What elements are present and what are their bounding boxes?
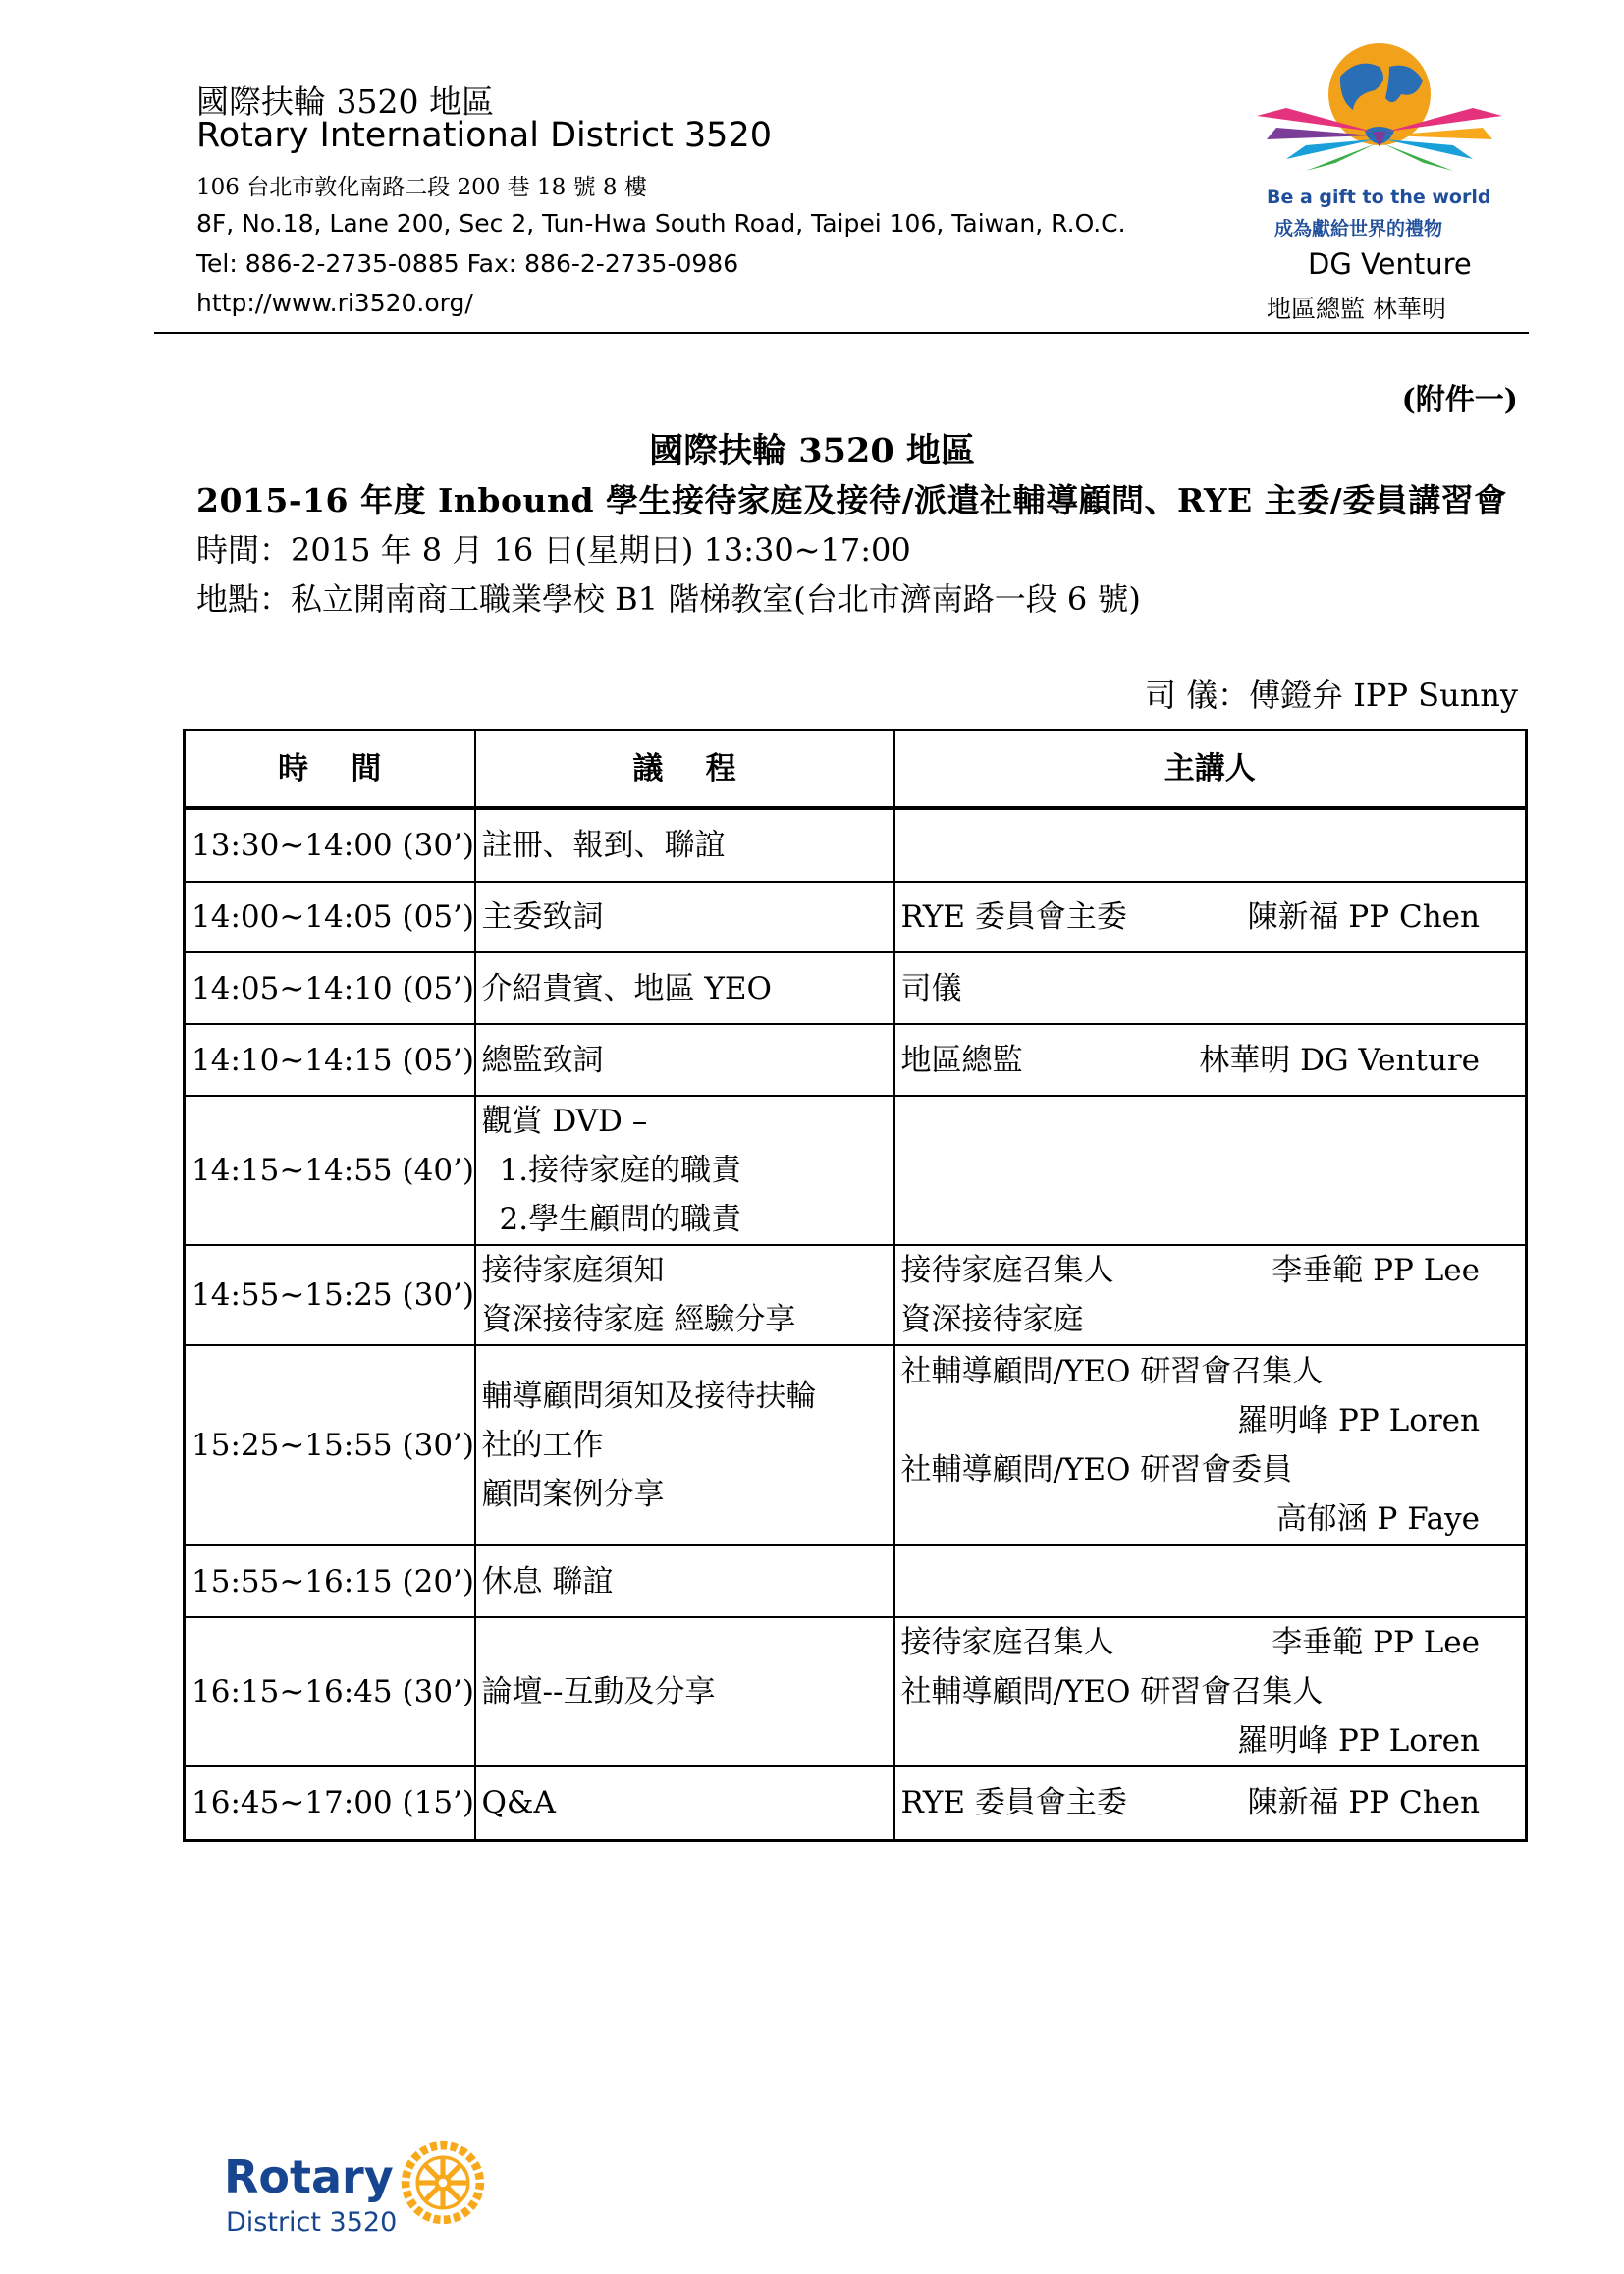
speaker-role: 社輔導顧問/YEO 研習會召集人 bbox=[900, 1674, 1324, 1709]
rotary-wordmark: Rotary bbox=[224, 2150, 394, 2203]
speaker-name: 林華明 DG Venture bbox=[1199, 1042, 1480, 1078]
agenda-cell bbox=[475, 1345, 894, 1545]
column-header-agenda: 議 程 bbox=[475, 731, 894, 809]
speaker-role: RYE 委員會主委 bbox=[900, 1785, 1127, 1821]
agenda-body bbox=[185, 808, 1527, 1840]
table-row bbox=[185, 808, 1527, 882]
agenda-line: 主委致詞 bbox=[481, 899, 604, 935]
speaker-cell bbox=[894, 1096, 1527, 1245]
speaker-line bbox=[901, 1618, 1520, 1667]
time-cell: 13:30~14:00 (30’) bbox=[185, 808, 475, 882]
speaker-name: 羅明峰 PP Loren bbox=[1237, 1723, 1480, 1759]
speaker-name: 陳新福 PP Chen bbox=[1247, 899, 1480, 935]
speaker-line bbox=[901, 1246, 1520, 1295]
table-row bbox=[185, 1617, 1527, 1766]
time-cell: 16:15~16:45 (30’) bbox=[185, 1617, 475, 1766]
rotary-wheel-icon bbox=[401, 2140, 485, 2225]
agenda-table bbox=[183, 729, 1528, 1842]
speaker-name: 李垂範 PP Lee bbox=[1272, 1625, 1480, 1660]
speaker-name: 羅明峰 PP Loren bbox=[1237, 1403, 1480, 1438]
master-of-ceremonies: 司 儀：傅鐙弁 IPP Sunny bbox=[1144, 677, 1518, 714]
org-name-en: Rotary International District 3520 bbox=[196, 116, 772, 155]
tel-fax: Tel: 886-2-2735-0885 Fax: 886-2-2735-0986 bbox=[196, 249, 739, 278]
speaker-role: 社輔導顧問/YEO 研習會委員 bbox=[900, 1452, 1293, 1488]
time-cell: 14:05~14:10 (05’) bbox=[185, 952, 475, 1024]
time-cell: 14:10~14:15 (05’) bbox=[185, 1024, 475, 1096]
speaker-line bbox=[901, 1036, 1520, 1085]
time-cell: 15:25~15:55 (30’) bbox=[185, 1345, 475, 1545]
speaker-name: 李垂範 PP Lee bbox=[1272, 1253, 1480, 1288]
speaker-role: 接待家庭召集人 bbox=[900, 1253, 1114, 1288]
agenda-line: Q&A bbox=[481, 1785, 556, 1821]
document-title: 國際扶輪 3520 地區 bbox=[649, 431, 975, 471]
speaker-cell bbox=[894, 882, 1527, 952]
agenda-line: 介紹貴賓、地區 YEO bbox=[481, 970, 772, 1006]
column-header-speaker: 主講人 bbox=[894, 731, 1527, 809]
speaker-cell bbox=[894, 1545, 1527, 1617]
table-row bbox=[185, 952, 1527, 1024]
agenda-cell bbox=[475, 808, 894, 882]
agenda-cell bbox=[475, 1766, 894, 1840]
org-name-zh: 國際扶輪 3520 地區 bbox=[196, 82, 494, 121]
event-time: 時間：2015 年 8 月 16 日(星期日) 13:30~17:00 bbox=[196, 531, 911, 568]
speaker-cell bbox=[894, 952, 1527, 1024]
table-row bbox=[185, 1024, 1527, 1096]
time-cell: 14:00~14:05 (05’) bbox=[185, 882, 475, 952]
speaker-role: 地區總監 bbox=[900, 1042, 1023, 1078]
speaker-cell bbox=[894, 1245, 1527, 1345]
tagline-zh: 成為獻給世界的禮物 bbox=[1274, 218, 1443, 240]
attachment-label: (附件一) bbox=[1401, 383, 1518, 417]
document-subtitle: 2015-16 年度 Inbound 學生接待家庭及接待/派遣社輔導顧問、RYE 主委/委員講習會 bbox=[196, 481, 1507, 519]
agenda-line: 註冊、報到、聯誼 bbox=[481, 828, 726, 863]
address-en: 8F, No.18, Lane 200, Sec 2, Tun-Hwa South Road, Taipei 106, Taiwan, R.O.C. bbox=[196, 209, 1126, 238]
speaker-role: 接待家庭召集人 bbox=[900, 1625, 1114, 1660]
speaker-cell bbox=[894, 1617, 1527, 1766]
time-cell: 16:45~17:00 (15’) bbox=[185, 1766, 475, 1840]
agenda-line: 1.接待家庭的職責 bbox=[499, 1153, 742, 1188]
table-row bbox=[185, 1545, 1527, 1617]
table-row bbox=[185, 1096, 1527, 1245]
table-row bbox=[185, 1345, 1527, 1545]
dg-globe-logo-icon bbox=[1247, 37, 1512, 173]
rotary-district-label: District 3520 bbox=[226, 2207, 398, 2238]
speaker-cell bbox=[894, 1345, 1527, 1545]
speaker-name: 高郁涵 P Faye bbox=[1275, 1501, 1480, 1537]
table-header-row bbox=[185, 731, 1527, 809]
agenda-line: 資深接待家庭 經驗分享 bbox=[481, 1302, 796, 1337]
speaker-role: 社輔導顧問/YEO 研習會召集人 bbox=[900, 1354, 1324, 1389]
speaker-cell bbox=[894, 1766, 1527, 1840]
agenda-cell bbox=[475, 1096, 894, 1245]
agenda-line: 總監致詞 bbox=[481, 1042, 604, 1078]
agenda-cell bbox=[475, 882, 894, 952]
agenda-cell bbox=[475, 952, 894, 1024]
speaker-line bbox=[901, 893, 1520, 942]
speaker-cell bbox=[894, 808, 1527, 882]
time-cell: 14:55~15:25 (30’) bbox=[185, 1245, 475, 1345]
agenda-cell bbox=[475, 1617, 894, 1766]
header-divider bbox=[154, 332, 1529, 334]
agenda-line: 2.學生顧問的職責 bbox=[499, 1202, 742, 1237]
time-cell: 14:15~14:55 (40’) bbox=[185, 1096, 475, 1245]
address-zh: 106 台北市敦化南路二段 200 巷 18 號 8 樓 bbox=[196, 175, 647, 200]
agenda-line: 休息 聯誼 bbox=[481, 1563, 614, 1599]
speaker-line bbox=[901, 1778, 1520, 1827]
agenda-line: 接待家庭須知 bbox=[481, 1253, 665, 1288]
agenda-line: 論壇--互動及分享 bbox=[481, 1674, 716, 1709]
speaker-role: 司儀 bbox=[900, 970, 962, 1006]
website-link[interactable]: http://www.ri3520.org/ bbox=[196, 289, 473, 317]
time-cell: 15:55~16:15 (20’) bbox=[185, 1545, 475, 1617]
agenda-line: 輔導顧問須知及接待扶輪 bbox=[481, 1379, 817, 1414]
event-place: 地點：私立開南商工職業學校 B1 階梯教室(台北市濟南路一段 6 號) bbox=[196, 580, 1141, 618]
speaker-cell bbox=[894, 1024, 1527, 1096]
speaker-name: 陳新福 PP Chen bbox=[1247, 1785, 1480, 1821]
agenda-cell bbox=[475, 1245, 894, 1345]
speaker-role: 資深接待家庭 bbox=[900, 1302, 1084, 1337]
table-row bbox=[185, 1766, 1527, 1840]
agenda-line: 社的工作 bbox=[481, 1428, 604, 1463]
district-governor-zh: 地區總監 林華明 bbox=[1267, 295, 1446, 323]
agenda-cell bbox=[475, 1545, 894, 1617]
table-row bbox=[185, 882, 1527, 952]
agenda-cell bbox=[475, 1024, 894, 1096]
agenda-line: 觀賞 DVD – bbox=[481, 1104, 648, 1139]
tagline-en: Be a gift to the world bbox=[1267, 187, 1491, 208]
agenda-line: 顧問案例分享 bbox=[481, 1477, 665, 1512]
table-row bbox=[185, 1245, 1527, 1345]
district-governor-name: DG Venture bbox=[1308, 247, 1472, 281]
speaker-role: RYE 委員會主委 bbox=[900, 899, 1127, 935]
column-header-time: 時 間 bbox=[185, 731, 475, 809]
